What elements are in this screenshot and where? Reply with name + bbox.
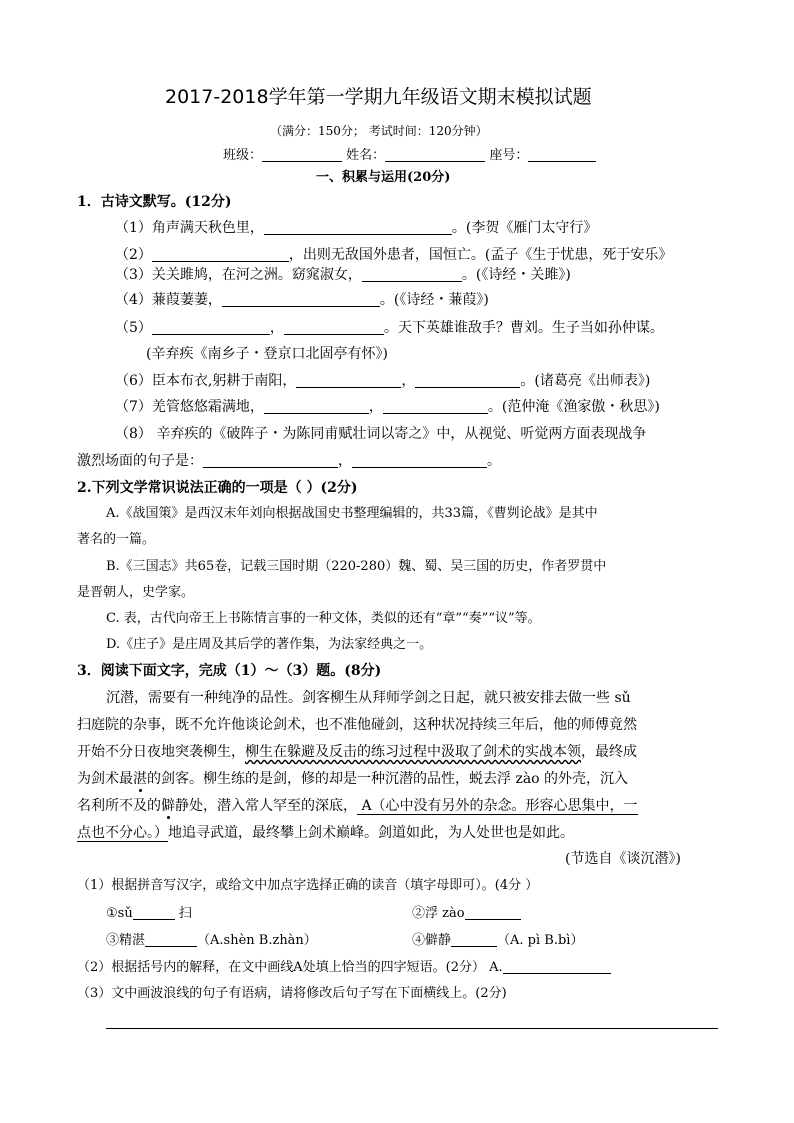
q2-option-a-line-1: A.《战国策》是西汉末年刘向根据战国史书整理编辑的，共33篇，《曹刿论战》是其中 <box>106 506 598 521</box>
passage-line-2: 扫庭院的杂事，既不允许他谈论剑术，也不准他碰剑，这种状况持续三年后，他的师傅竟然 <box>77 717 637 733</box>
q1-l4-blank[interactable] <box>222 292 380 307</box>
q1-l7-blank-1[interactable] <box>264 399 369 414</box>
q1-line-8b <box>77 453 501 471</box>
item-4-options: （A. pì B.bì） <box>497 933 584 948</box>
passage-line-1: 沉潜，需要有一种纯净的品性。剑客柳生从拜师学剑之日起，就只被安排去做一些 sǔ <box>106 690 631 706</box>
q1-l4-source: 。(《诗经・蒹葭》) <box>379 292 489 308</box>
q3-heading: 3．阅读下面文字，完成（1）～（3）题。(8分) <box>77 663 382 679</box>
passage-line-6 <box>77 825 574 843</box>
q1-l5-comma: ， <box>269 320 284 336</box>
q3-sub-1-item-4 <box>412 932 583 949</box>
q3-sub-1-item-3 <box>106 932 317 949</box>
q3-sub-1: （1）根据拼音写汉字，或给文中加点字选择正确的读音（填字母即可）。(4分 ） <box>77 878 539 893</box>
q3-sub-2-text: （2）根据括号内的解释，在文中画线A处填上恰当的四字短语。(2分） A. <box>77 960 503 975</box>
seat-label: 座号： <box>489 148 529 163</box>
blank-a-definition: A（心中没有另外的杂念。形容心思集中，一 <box>357 798 638 814</box>
page-title: 2017-2018学年第一学期九年级语文期末模拟试题 <box>165 86 592 108</box>
passage-l3-text: 开始不分日夜地突袭柳生， <box>77 744 245 760</box>
item-3-options: （A.shèn B.zhàn） <box>197 933 317 948</box>
q1-l3-source: 。(《诗经・关雎》) <box>461 267 571 283</box>
q1-line-6 <box>115 373 650 391</box>
q1-line-5b: (辛弃疾《南乡子・登京口北固亭有怀》) <box>146 346 388 362</box>
q1-l6-comma: ， <box>401 373 416 389</box>
q2-option-d: D.《庄子》是庄周及其后学的著作集，为法家经典之一。 <box>106 637 433 652</box>
item-3-label: ③精湛 <box>106 933 146 948</box>
item-3-blank[interactable] <box>145 932 197 947</box>
q1-l7-comma: ， <box>368 399 383 415</box>
passage-source: (节选自《谈沉潜》) <box>565 851 681 867</box>
q1-l6-blank-1[interactable] <box>296 373 401 388</box>
passage-line-4 <box>77 771 628 789</box>
q1-l7-blank-2[interactable] <box>383 399 488 414</box>
q3-sub-3: （3）文中画波浪线的句子有语病，请将修改后句子写在下面横线上。(2分) <box>77 986 507 1001</box>
name-field[interactable] <box>385 147 485 162</box>
q1-l2-num: （2） <box>115 247 152 263</box>
q1-l6-blank-2[interactable] <box>415 373 520 388</box>
item-4-label: ④僻静 <box>412 933 452 948</box>
q1-line-3 <box>115 267 571 285</box>
class-field[interactable] <box>262 147 342 162</box>
q1-l1-text: （1）角声满天秋色里， <box>115 220 264 236</box>
passage-line-3 <box>77 744 637 762</box>
q1-l5-num: （5） <box>115 320 152 336</box>
item-2-label: ②浮 zào <box>412 906 465 921</box>
blank-a-definition-end: 点也不分心。） <box>77 825 168 841</box>
passage-l5-rest: 静处，潜入常人罕至的深底， <box>175 798 357 814</box>
q1-l2-text: ，出则无敌国外患者，国恒亡。(孟子《生于忧患，死于安乐》 <box>288 247 673 263</box>
q1-l3-blank[interactable] <box>362 267 462 282</box>
q1-heading: 1．古诗文默写。(12分) <box>77 194 232 210</box>
q1-l7-source: 。(范仲淹《渔家傲・秋思》) <box>487 399 660 415</box>
q1-l8-blank-2[interactable] <box>352 453 487 468</box>
q1-l3-text: （3）关关雎鸠，在河之洲。窈窕淑女， <box>115 267 362 283</box>
student-info-row <box>223 147 596 164</box>
exam-meta: （满分：150分； 考试时间：120分钟） <box>270 124 488 138</box>
q1-l1-source: 。(李贺《雁门太守行》 <box>451 220 598 236</box>
q2-option-a-line-2: 著名的一篇。 <box>77 532 156 547</box>
q1-l8-blank-1[interactable] <box>203 453 338 468</box>
section-1-heading: 一、积累与运用(20分) <box>316 170 451 185</box>
q1-l6-source: 。(诸葛亮《出师表》) <box>520 373 651 389</box>
name-label: 姓名： <box>346 148 386 163</box>
item-1-char: 扫 <box>174 906 192 921</box>
q1-line-4 <box>115 292 489 310</box>
q1-l4-text: （4）蒹葭萋萋， <box>115 292 222 308</box>
q1-l1-blank[interactable] <box>264 220 452 235</box>
passage-l4-text: 为剑术最 <box>77 771 133 787</box>
dotted-char-pi: 僻 <box>161 798 175 814</box>
q2-option-c: C. 表，古代向帝王上书陈情言事的一种文体，类似的还有“章”“奏”“议”等。 <box>106 611 541 626</box>
wavy-underlined-sentence: 柳生在躲避及反击的练习过程中汲取了剑术的实战本领 <box>245 744 581 760</box>
q1-l5-text: 。天下英雄谁敌手？曹刘。生子当如孙仲谋。 <box>383 320 664 336</box>
q1-l6-text: （6）臣本布衣,躬耕于南阳， <box>115 373 297 389</box>
q1-line-8a: （8） 辛弃疾的《破阵子・为陈同甫赋壮词以寄之》中，从视觉、听觉两方面表现战争 <box>115 426 647 442</box>
q1-l5-blank-2[interactable] <box>284 320 384 335</box>
answer-line[interactable] <box>106 1028 718 1029</box>
q2-heading: 2.下列文学常识说法正确的一项是（ ）(2分) <box>77 480 358 496</box>
dotted-char-zhan: 湛 <box>133 771 147 787</box>
passage-l4-rest: 的剑客。柳生练的是剑，修的却是一种沉潜的品性，蜕去浮 zào 的外壳，沉入 <box>147 771 629 787</box>
q1-line-5 <box>115 320 664 338</box>
q3-sub-2 <box>77 959 611 976</box>
answer-a-blank[interactable] <box>503 959 611 974</box>
q1-l7-text: （7）羌管悠悠霜满地， <box>115 399 264 415</box>
q2-option-b-line-2: 是晋朝人，史学家。 <box>77 585 195 600</box>
item-4-blank[interactable] <box>451 932 497 947</box>
q1-line-7 <box>115 399 660 417</box>
q1-l2-blank[interactable] <box>152 247 289 262</box>
class-label: 班级： <box>223 148 263 163</box>
q1-line-2 <box>115 247 672 265</box>
passage-l3-end: ，最终成 <box>581 744 637 760</box>
q1-l5-blank-1[interactable] <box>152 320 270 335</box>
passage-l5-text: 名利所不及的 <box>77 798 161 814</box>
q2-option-b-line-1: B.《三国志》共65卷，记载三国时期（220-280）魏、蜀、吴三国的历史，作者罗贯中 <box>106 559 607 574</box>
seat-field[interactable] <box>528 147 596 162</box>
q1-line-1 <box>115 220 597 238</box>
passage-l6-rest: 地追寻武道，最终攀上剑术巅峰。剑道如此，为人处世也是如此。 <box>168 825 574 841</box>
item-1-label: ①sǔ <box>106 906 133 921</box>
q3-sub-1-item-1 <box>106 905 192 922</box>
q1-l8-comma: ， <box>338 453 352 469</box>
item-2-blank[interactable] <box>465 905 521 920</box>
q1-l8-text: 激烈场面的句子是： <box>77 453 203 469</box>
passage-line-5 <box>77 798 638 816</box>
q1-l8-end: 。 <box>487 453 501 469</box>
q3-sub-1-item-2 <box>412 905 521 922</box>
item-1-blank[interactable] <box>133 905 175 920</box>
